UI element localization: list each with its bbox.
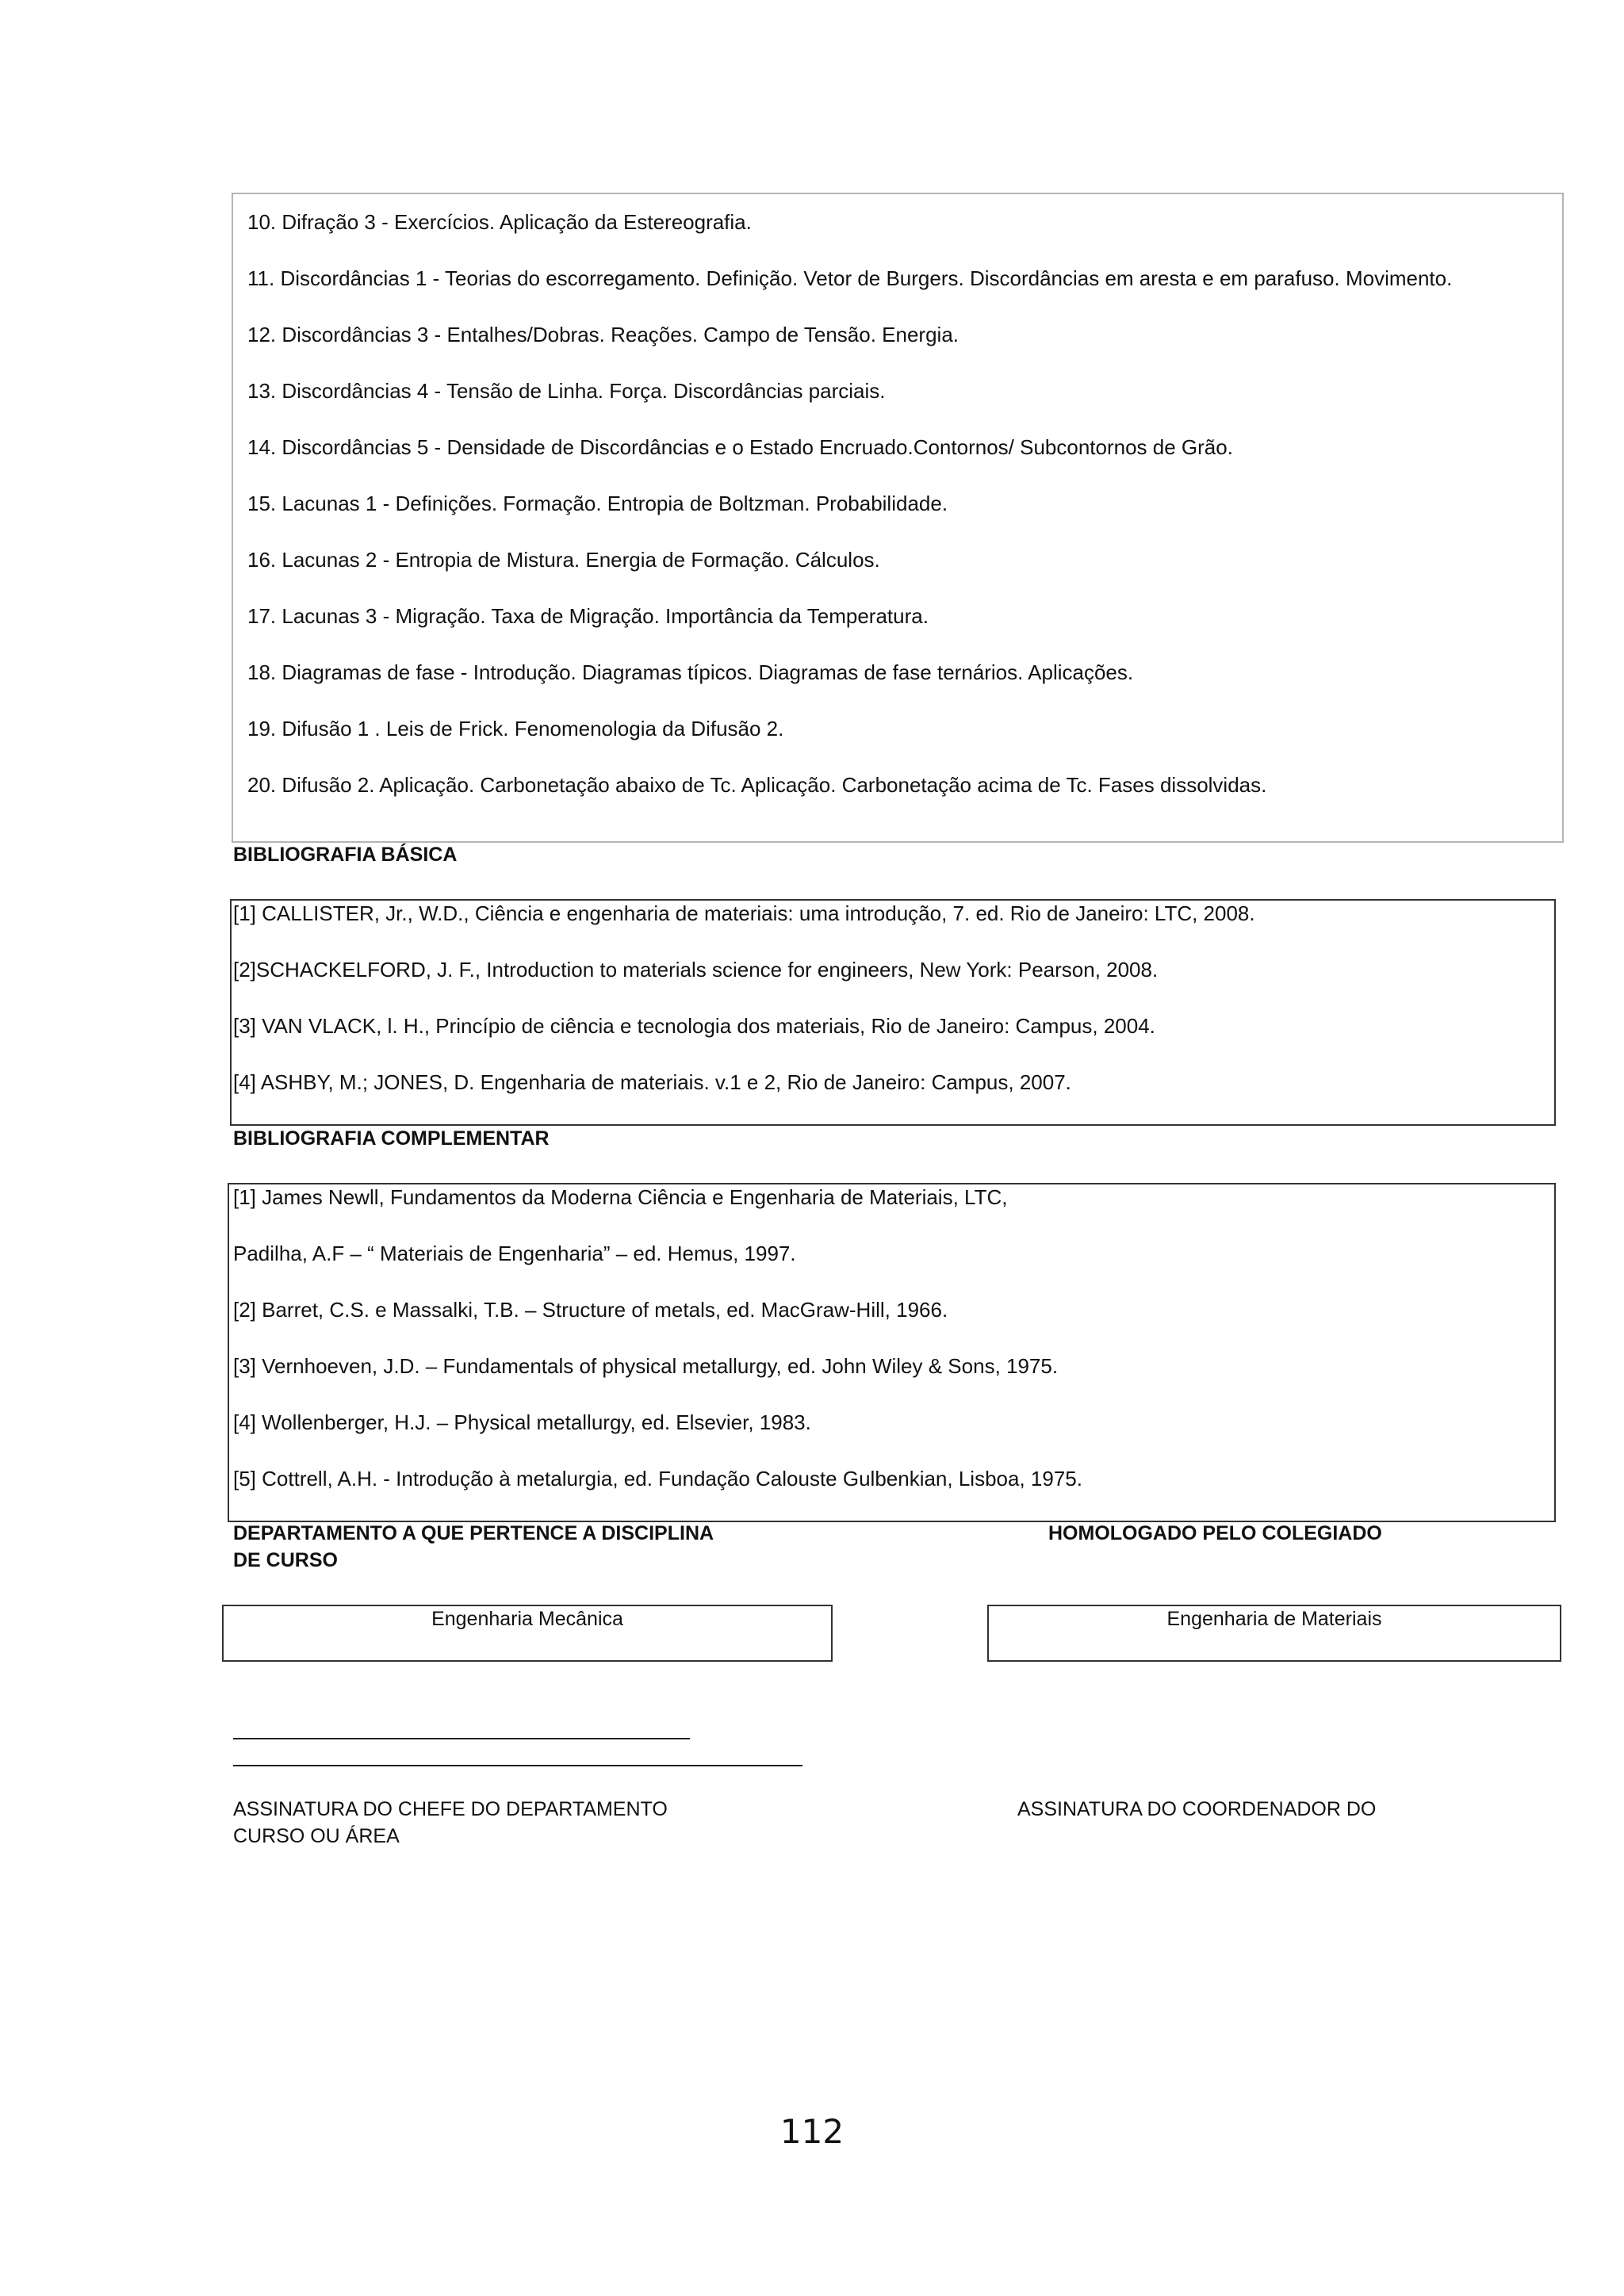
topic-15: 15. Lacunas 1 - Definições. Formação. Entropia de Boltzman. Probabilidade. [247,492,948,515]
chief-signature-label: ASSINATURA DO CHEFE DO DEPARTAMENTO [233,1798,668,1820]
topic-14: 14. Discordâncias 5 - Densidade de Discordâncias e o Estado Encruado.Contornos/ Subcontornos de Grão. [247,435,1233,459]
homologation-value: Engenharia de Materiais [1166,1608,1382,1630]
complementary-ref-4: [4] Wollenberger, H.J. – Physical metallurgy, ed. Elsevier, 1983. [233,1410,811,1434]
department-box [222,1605,833,1662]
complementary-ref-3: [3] Vernhoeven, J.D. – Fundamentals of physical metallurgy, ed. John Wiley & Sons, 1975. [233,1354,1059,1378]
basic-bibliography-heading: BIBLIOGRAFIA BÁSICA [233,844,458,866]
basic-ref-1: [1] CALLISTER, Jr., W.D., Ciência e engenharia de materiais: uma introdução, 7. ed. Rio de Janeiro: LTC, 2008. [233,901,1255,925]
complementary-ref-2: [2] Barret, C.S. e Massalki, T.B. – Structure of metals, ed. MacGraw-Hill, 1966. [233,1298,948,1322]
topic-18: 18. Diagramas de fase - Introdução. Diagramas típicos. Diagramas de fase ternários. Aplicações. [247,660,1134,684]
topic-12: 12. Discordâncias 3 - Entalhes/Dobras. Reações. Campo de Tensão. Energia. [247,323,959,346]
topic-16: 16. Lacunas 2 - Entropia de Mistura. Energia de Formação. Cálculos. [247,548,880,572]
topic-19: 19. Difusão 1 . Leis de Frick. Fenomenologia da Difusão 2. [247,717,784,740]
complementary-ref-padilha: Padilha, A.F – “ Materiais de Engenharia” – ed. Hemus, 1997. [233,1242,796,1265]
signature-line-chief [233,1738,690,1739]
department-heading: DEPARTAMENTO A QUE PERTENCE A DISCIPLINA [233,1522,714,1544]
topic-11: 11. Discordâncias 1 - Teorias do escorregamento. Definição. Vetor de Burgers. Discordâncias em aresta e em parafuso. Movimento. [247,266,1453,290]
topic-13: 13. Discordâncias 4 - Tensão de Linha. Força. Discordâncias parciais. [247,379,886,403]
basic-ref-3: [3] VAN VLACK, l. H., Princípio de ciência e tecnologia dos materiais, Rio de Janeiro: Campus, 2004. [233,1014,1155,1038]
basic-ref-2: [2]SCHACKELFORD, J. F., Introduction to materials science for engineers, New York: Pearson, 2008. [233,958,1159,982]
signature-line-coordinator [233,1765,802,1766]
complementary-ref-5: [5] Cottrell, A.H. - Introdução à metalurgia, ed. Fundação Calouste Gulbenkian, Lisboa, 1975. [233,1467,1082,1490]
department-heading-cont: DE CURSO [233,1549,338,1571]
department-value: Engenharia Mecânica [431,1608,623,1630]
complementary-ref-1: [1] James Newll, Fundamentos da Moderna Ciência e Engenharia de Materiais, LTC, [233,1185,1008,1209]
homologation-box [987,1605,1561,1662]
topic-10: 10. Difração 3 - Exercícios. Aplicação da Estereografia. [247,210,752,234]
chief-signature-label-cont: CURSO OU ÁREA [233,1825,400,1847]
topic-20: 20. Difusão 2. Aplicação. Carbonetação abaixo de Tc. Aplicação. Carbonetação acima de Tc. Fases dissolvidas. [247,773,1267,797]
homologation-heading: HOMOLOGADO PELO COLEGIADO [1048,1522,1382,1544]
basic-ref-4: [4] ASHBY, M.; JONES, D. Engenharia de materiais. v.1 e 2, Rio de Janeiro: Campus, 2007. [233,1070,1071,1094]
page-number: 112 [779,2112,845,2151]
topic-17: 17. Lacunas 3 - Migração. Taxa de Migração. Importância da Temperatura. [247,604,929,628]
complementary-bibliography-heading: BIBLIOGRAFIA COMPLEMENTAR [233,1127,550,1150]
coordinator-signature-label: ASSINATURA DO COORDENADOR DO [1017,1798,1377,1820]
